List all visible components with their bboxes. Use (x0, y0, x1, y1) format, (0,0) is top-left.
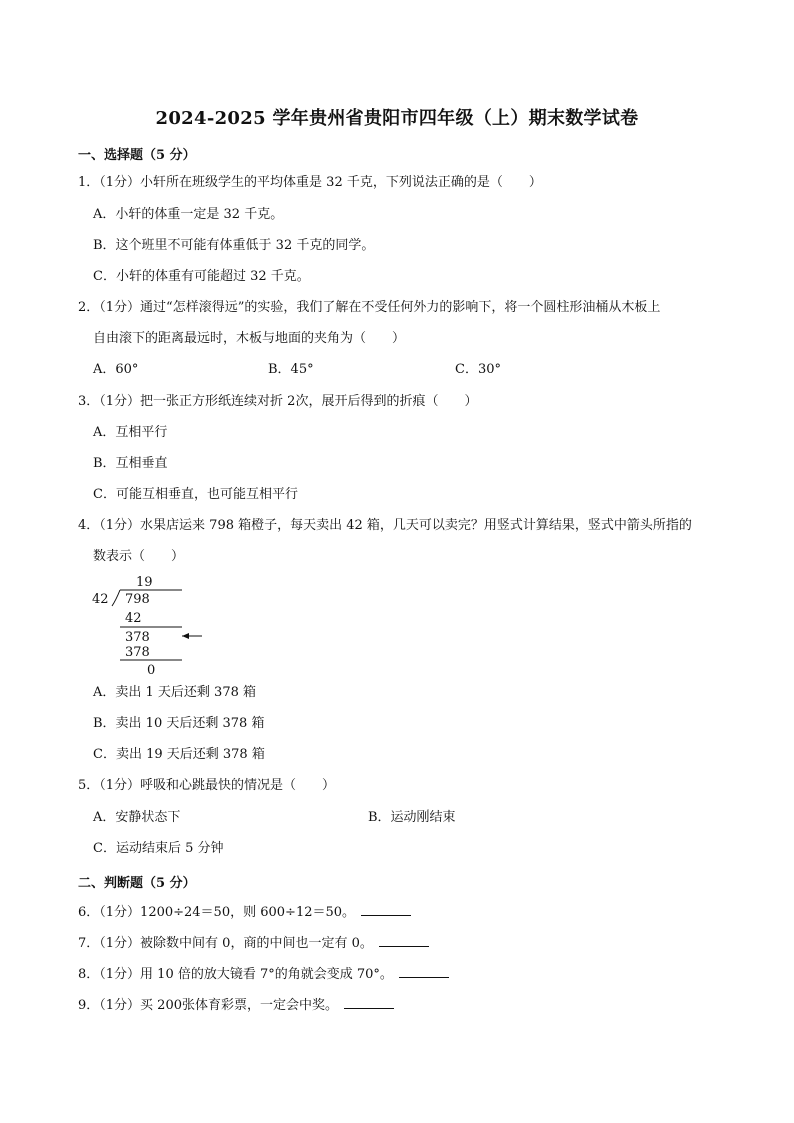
division-remainder-1: 378 (125, 630, 150, 645)
division-divisor: 42 (92, 592, 109, 607)
section-heading-judgement: 二、判断题（5 分） (78, 876, 196, 891)
question-6 (78, 903, 411, 922)
question-1-option-b: B．这个班里不可能有体重低于 32 千克的同学。 (93, 238, 375, 253)
page-title: 2024-2025 学年贵州省贵阳市四年级（上）期末数学试卷 (155, 108, 639, 129)
division-final: 0 (147, 663, 156, 678)
question-3-stem: 3．（1分）把一张正方形纸连续对折 2次，展开后得到的折痕（ ） (78, 394, 478, 409)
division-step-2: 378 (125, 645, 150, 660)
question-4-option-a: A．卖出 1 天后还剩 378 箱 (93, 685, 257, 700)
question-9 (78, 996, 394, 1015)
question-2-stem-line-2: 自由滚下的距离最远时，木板与地面的夹角为（ ） (93, 331, 406, 346)
question-4-option-c: C．卖出 19 天后还剩 378 箱 (93, 747, 265, 762)
long-division-figure (90, 572, 230, 682)
division-dividend: 798 (125, 592, 150, 607)
answer-blank-6[interactable] (361, 903, 411, 916)
answer-blank-9[interactable] (344, 996, 394, 1009)
question-4-stem-line-2: 数表示（ ） (93, 549, 185, 564)
question-1-option-c: C．小轩的体重有可能超过 32 千克。 (93, 269, 310, 284)
question-2-option-a: A．60° (93, 362, 139, 377)
question-8 (78, 965, 449, 984)
arrow-left-icon (182, 633, 189, 639)
question-9-stem: 9．（1分）买 200张体育彩票，一定会中奖。 (78, 998, 338, 1013)
question-3-option-b: B．互相垂直 (93, 456, 168, 471)
answer-blank-7[interactable] (379, 934, 429, 947)
division-quotient: 19 (136, 575, 153, 590)
question-3-option-c: C．可能互相垂直，也可能互相平行 (93, 487, 298, 502)
division-step-1: 42 (125, 611, 142, 626)
question-8-stem: 8．（1分）用 10 倍的放大镜看 7°的角就会变成 70°。 (78, 967, 393, 982)
question-5-stem: 5．（1分）呼吸和心跳最快的情况是（ ） (78, 778, 336, 793)
question-6-stem: 6．（1分）1200÷24＝50，则 600÷12＝50。 (78, 905, 356, 920)
question-7-stem: 7．（1分）被除数中间有 0，商的中间也一定有 0。 (78, 936, 373, 951)
question-1-option-a: A．小轩的体重一定是 32 千克。 (93, 207, 284, 222)
answer-blank-8[interactable] (399, 965, 449, 978)
section-heading-choice: 一、选择题（5 分） (78, 148, 196, 163)
question-4-stem-line-1: 4．（1分）水果店运来 798 箱橙子，每天卖出 42 箱，几天可以卖完？用竖式计算结果，竖式中箭头所指的 (78, 518, 692, 533)
question-5-option-c: C．运动结束后 5 分钟 (93, 841, 224, 856)
question-4-option-b: B．卖出 10 天后还剩 378 箱 (93, 716, 265, 731)
division-bracket (112, 590, 120, 606)
question-5-option-a: A．安静状态下 (93, 810, 181, 825)
question-5-option-b: B．运动刚结束 (368, 810, 456, 825)
question-2-stem-line-1: 2．（1分）通过“怎样滚得远”的实验，我们了解在不受任何外力的影响下，将一个圆柱形油桶从木板上 (78, 300, 661, 315)
question-1-stem: 1．（1分）小轩所在班级学生的平均体重是 32 千克，下列说法正确的是（ ） (78, 175, 542, 190)
question-2-option-c: C．30° (455, 362, 501, 377)
question-3-option-a: A．互相平行 (93, 425, 168, 440)
question-7 (78, 934, 429, 953)
question-2-option-b: B．45° (268, 362, 314, 377)
